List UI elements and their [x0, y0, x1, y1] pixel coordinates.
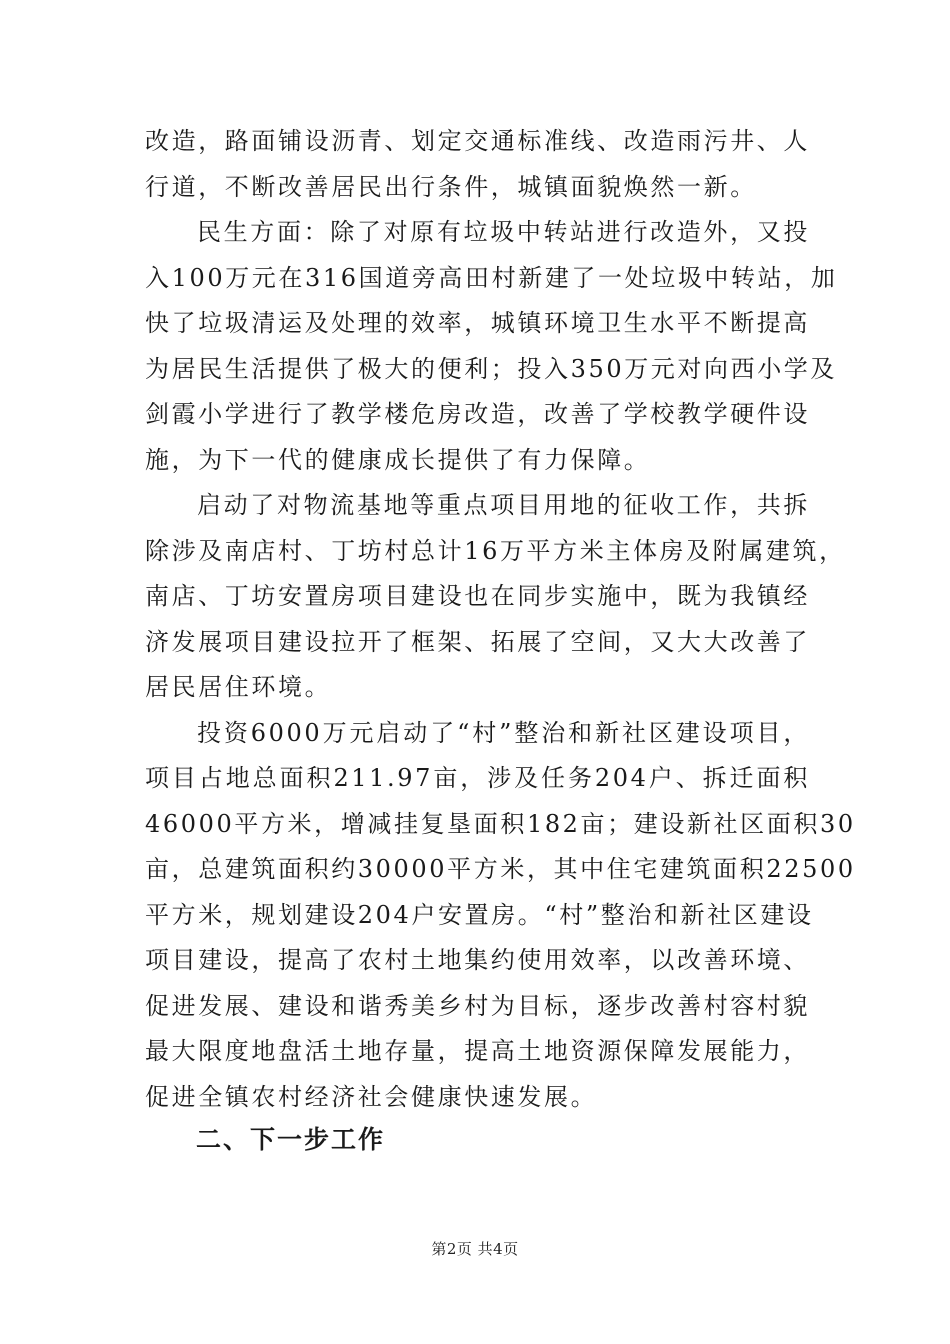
paragraph-line: 项目占地总面积211.97亩，涉及任务204户、拆迁面积 [145, 764, 810, 792]
paragraph-line: 亩，总建筑面积约30000平方米，其中住宅建筑面积22500 [145, 855, 856, 883]
paragraph-line: 促进发展、建设和谐秀美乡村为目标，逐步改善村容村貌 [145, 991, 810, 1020]
paragraph-line: 入100万元在316国道旁高田村新建了一处垃圾中转站，加 [145, 263, 838, 292]
paragraph-line: 投资6000万元启动了“村”整治和新社区建设项目， [197, 718, 810, 747]
paragraph-line: 促进全镇农村经济社会健康快速发展。 [145, 1082, 598, 1111]
section-heading: 二、下一步工作 [196, 1125, 386, 1154]
paragraph-line: 启动了对物流基地等重点项目用地的征收工作，共拆 [197, 491, 810, 519]
paragraph-line: 行道，不断改善居民出行条件，城镇面貌焕然一新。 [145, 172, 757, 201]
paragraph-line: 济发展项目建设拉开了框架、拓展了空间，又大大改善了 [145, 627, 810, 656]
paragraph-line: 为居民生活提供了极大的便利；投入350万元对向西小学及 [145, 354, 838, 383]
paragraph-line: 剑霞小学进行了教学楼危房改造，改善了学校教学硬件设 [145, 400, 810, 428]
paragraph-line: 居民居住环境。 [145, 673, 332, 701]
paragraph-line: 改造，路面铺设沥青、划定交通标准线、改造雨污井、人 [145, 127, 810, 155]
paragraph-line: 施，为下一代的健康成长提供了有力保障。 [145, 445, 651, 474]
paragraph-line: 除涉及南店村、丁坊村总计16万平方米主体房及附属建筑， [145, 536, 846, 565]
paragraph-line: 最大限度地盘活土地存量，提高土地资源保障发展能力， [145, 1037, 810, 1065]
paragraph-line: 南店、丁坊安置房项目建设也在同步实施中，既为我镇经 [145, 582, 810, 610]
paragraph-line: 民生方面：除了对原有垃圾中转站进行改造外，又投 [197, 218, 810, 246]
body-text [145, 119, 856, 1120]
paragraph-line: 46000平方米，增减挂复垦面积182亩；建设新社区面积30 [145, 809, 856, 838]
paragraph-line: 快了垃圾清运及处理的效率，城镇环境卫生水平不断提高 [145, 309, 810, 337]
paragraph-line: 项目建设，提高了农村土地集约使用效率，以改善环境、 [145, 946, 810, 974]
paragraph-line: 平方米，规划建设204户安置房。“村”整治和新社区建设 [145, 900, 814, 929]
page-footer: 第2页 共4页 [431, 1240, 519, 1258]
